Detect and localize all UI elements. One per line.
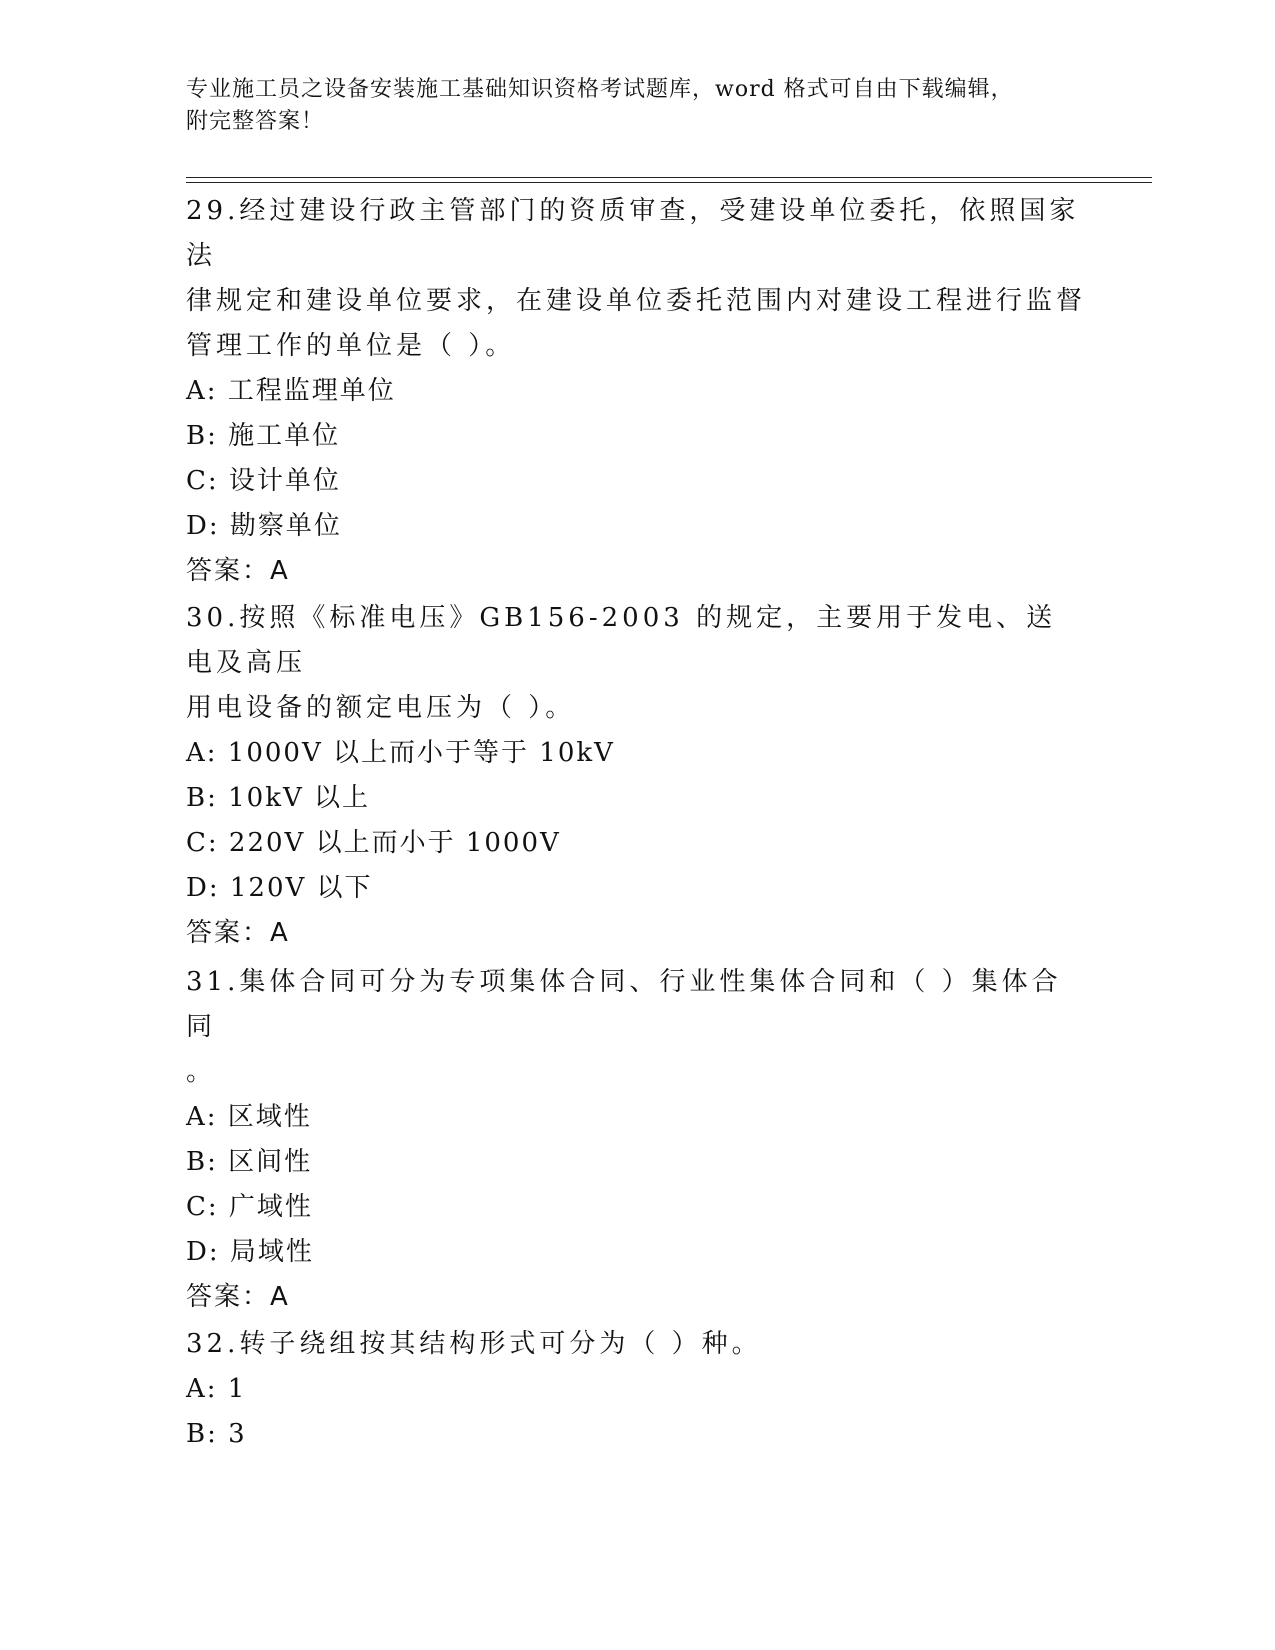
answer-text: 答案：A [186, 1282, 290, 1312]
option-d: D: 120V 以下 [186, 873, 373, 903]
document-header [186, 74, 1086, 138]
question-30 [186, 596, 1086, 956]
option-c: C: 220V 以上而小于 1000V [186, 828, 561, 858]
option-d: D: 局域性 [186, 1237, 314, 1267]
question-stem-line: 管理工作的单位是（ ）。 [186, 331, 516, 361]
option-a: A: 工程监理单位 [186, 376, 396, 406]
question-stem-line: 32.转子绕组按其结构形式可分为（ ）种。 [186, 1329, 762, 1359]
option-d: D: 勘察单位 [186, 511, 342, 541]
option-b: B: 施工单位 [186, 421, 341, 451]
option-b: B: 区间性 [186, 1147, 313, 1177]
option-b: B: 3 [186, 1419, 247, 1449]
option-a: A: 1 [186, 1374, 247, 1404]
header-divider-top [186, 177, 1152, 178]
question-stem-line: 30.按照《标准电压》GB156-2003 的规定，主要用于发电、送电及高压 [186, 603, 1057, 678]
question-31 [186, 960, 1086, 1320]
question-stem-line: 31.集体合同可分为专项集体合同、行业性集体合同和（ ）集体合同 [186, 967, 1062, 1042]
header-line-2: 附完整答案！ [186, 109, 325, 134]
option-c: C: 设计单位 [186, 466, 341, 496]
question-stem-line: 。 [186, 1057, 217, 1087]
option-c: C: 广域性 [186, 1192, 313, 1222]
question-stem-line: 律规定和建设单位要求，在建设单位委托范围内对建设工程进行监督 [186, 286, 1087, 316]
option-b: B: 10kV 以上 [186, 783, 371, 813]
question-stem-line: 29.经过建设行政主管部门的资质审查，受建设单位委托，依照国家法 [186, 196, 1080, 271]
option-a: A: 区域性 [186, 1102, 312, 1132]
header-line-1: 专业施工员之设备安装施工基础知识资格考试题库，word 格式可自由下载编辑， [186, 77, 1014, 102]
question-29 [186, 189, 1086, 594]
answer-text: 答案：A [186, 918, 290, 948]
header-divider-bottom [186, 182, 1152, 183]
answer-text: 答案：A [186, 556, 290, 586]
question-stem-line: 用电设备的额定电压为（ ）。 [186, 693, 576, 723]
option-a: A: 1000V 以上而小于等于 10kV [186, 738, 615, 768]
question-32 [186, 1322, 1086, 1457]
